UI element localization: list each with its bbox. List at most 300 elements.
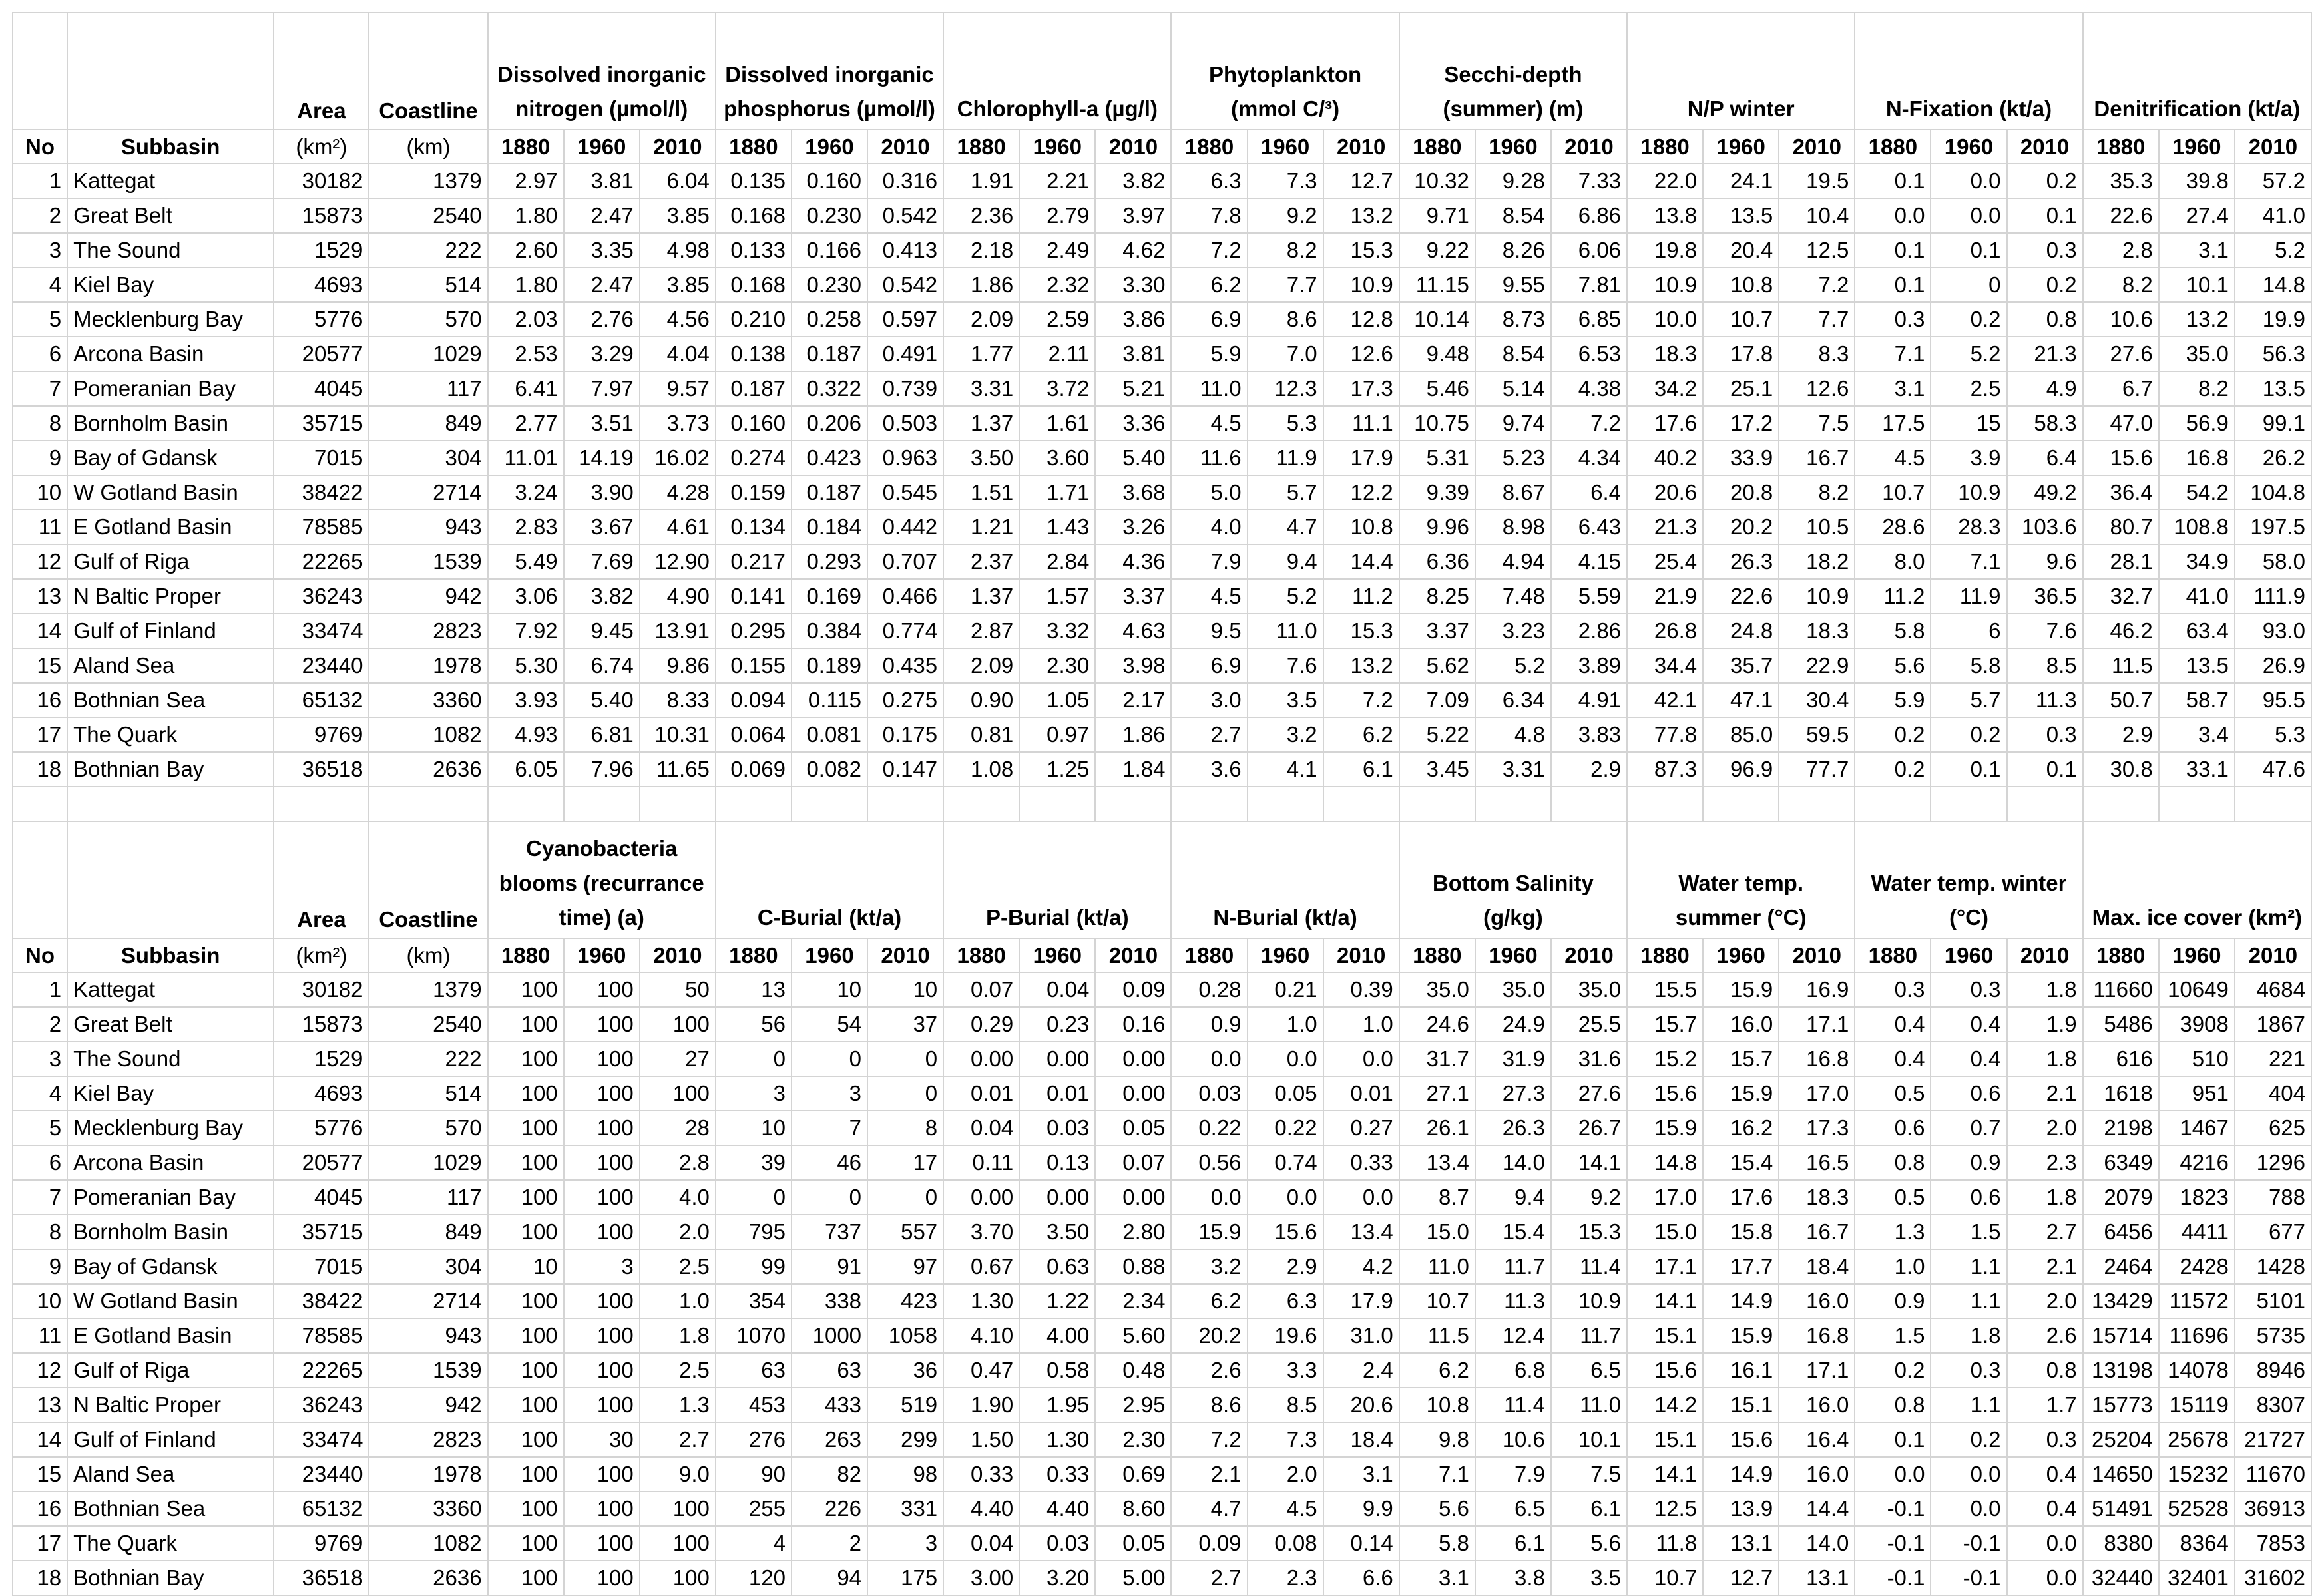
data-cell: 3.60 — [1019, 441, 1095, 475]
row-number: 16 — [13, 1492, 67, 1526]
column-header: 1960 — [1703, 938, 1779, 972]
column-group-header: Dissolved inorganic phosphorus (µmol/l) — [716, 13, 943, 130]
data-cell: 12.3 — [1248, 371, 1323, 406]
data-cell: 8.73 — [1475, 302, 1551, 337]
data-cell: 4.5 — [1248, 1492, 1323, 1526]
data-cell: 0.1 — [1855, 164, 1931, 198]
data-cell: 15.1 — [1627, 1318, 1703, 1353]
data-cell: 3.24 — [488, 475, 564, 510]
data-cell: 2079 — [2083, 1180, 2159, 1215]
data-cell: 11572 — [2159, 1284, 2235, 1318]
data-cell: 4.61 — [640, 510, 716, 544]
data-cell: 16.8 — [1779, 1318, 1855, 1353]
data-cell: 1.90 — [943, 1388, 1019, 1422]
data-cell: 2.9 — [1551, 752, 1627, 787]
data-cell: 519 — [867, 1388, 943, 1422]
data-cell: 0.159 — [716, 475, 792, 510]
data-cell: 16.4 — [1779, 1422, 1855, 1457]
subbasin-name: Mecklenburg Bay — [67, 302, 274, 337]
data-cell: 1.84 — [1095, 752, 1171, 787]
data-cell: 0.8 — [1855, 1145, 1931, 1180]
data-cell: 0.39 — [1323, 972, 1399, 1007]
data-cell: 2.0 — [1248, 1457, 1323, 1492]
data-cell: 15.1 — [1627, 1422, 1703, 1457]
data-cell: 1.86 — [1095, 717, 1171, 752]
data-cell: 9.8 — [1399, 1422, 1475, 1457]
data-cell: 36 — [867, 1353, 943, 1388]
data-cell: 0.88 — [1095, 1249, 1171, 1284]
data-cell: 2464 — [2083, 1249, 2159, 1284]
subbasin-name: Kattegat — [67, 972, 274, 1007]
column-header: 2010 — [867, 938, 943, 972]
data-cell: 2540 — [369, 1007, 487, 1042]
column-group-header: Water temp. summer (°C) — [1627, 821, 1855, 938]
data-cell: 2.79 — [1019, 198, 1095, 233]
data-cell: 4693 — [274, 1076, 369, 1111]
column-header: (km²) — [274, 938, 369, 972]
data-cell: 3.82 — [1095, 164, 1171, 198]
data-cell: 221 — [2235, 1042, 2311, 1076]
data-cell: 4 — [716, 1526, 792, 1561]
data-cell: 0.90 — [943, 683, 1019, 717]
data-cell: 8364 — [2159, 1526, 2235, 1561]
data-cell: 3.72 — [1019, 371, 1095, 406]
data-cell: 19.9 — [2235, 302, 2311, 337]
data-cell: 6456 — [2083, 1215, 2159, 1249]
data-cell: 3.5 — [1551, 1561, 1627, 1595]
data-cell: 0.258 — [792, 302, 867, 337]
data-cell: 10 — [792, 972, 867, 1007]
data-cell: 942 — [369, 579, 487, 614]
data-cell: 3.83 — [1551, 717, 1627, 752]
data-cell: 0.3 — [1931, 972, 2006, 1007]
data-cell: 87.3 — [1627, 752, 1703, 787]
column-group-header: Area — [274, 13, 369, 130]
data-cell: 80.7 — [2083, 510, 2159, 544]
data-cell: 13.5 — [2159, 648, 2235, 683]
data-cell: 1.0 — [1855, 1249, 1931, 1284]
data-cell: -0.1 — [1931, 1526, 2006, 1561]
data-cell: 8.2 — [1779, 475, 1855, 510]
data-cell: 9.5 — [1171, 614, 1247, 648]
column-group-header: Bottom Salinity (g/kg) — [1399, 821, 1627, 938]
data-cell: 1.91 — [943, 164, 1019, 198]
data-cell: 2.8 — [2083, 233, 2159, 268]
data-cell: 7853 — [2235, 1526, 2311, 1561]
data-cell: 3360 — [369, 1492, 487, 1526]
data-cell: 6.74 — [564, 648, 640, 683]
data-cell: 1.5 — [1931, 1215, 2006, 1249]
data-cell: 4.7 — [1248, 510, 1323, 544]
data-cell: 7.33 — [1551, 164, 1627, 198]
data-cell: 304 — [369, 1249, 487, 1284]
data-cell: 10.7 — [1399, 1284, 1475, 1318]
data-cell: 100 — [488, 1111, 564, 1145]
data-cell: 16.8 — [2159, 441, 2235, 475]
data-cell: 0.707 — [867, 544, 943, 579]
data-cell: 17.6 — [1627, 406, 1703, 441]
subbasin-name: Great Belt — [67, 1007, 274, 1042]
data-cell: 2 — [792, 1526, 867, 1561]
table-row — [13, 1007, 2311, 1042]
data-cell: 56.3 — [2235, 337, 2311, 371]
data-cell: 14.0 — [1779, 1526, 1855, 1561]
data-cell: 737 — [792, 1215, 867, 1249]
data-cell: 8 — [867, 1111, 943, 1145]
data-cell: 36.4 — [2083, 475, 2159, 510]
data-cell: 15.7 — [1703, 1042, 1779, 1076]
data-cell: 4.36 — [1095, 544, 1171, 579]
table-row — [13, 510, 2311, 544]
table-row — [13, 1353, 2311, 1388]
data-cell: 111.9 — [2235, 579, 2311, 614]
column-header: 1960 — [1475, 130, 1551, 164]
data-cell: 625 — [2235, 1111, 2311, 1145]
data-cell: 38422 — [274, 1284, 369, 1318]
data-cell: 0.28 — [1171, 972, 1247, 1007]
data-cell: 6.3 — [1171, 164, 1247, 198]
data-cell: 4.34 — [1551, 441, 1627, 475]
row-number: 17 — [13, 717, 67, 752]
table-row — [13, 1111, 2311, 1145]
data-cell: 1539 — [369, 544, 487, 579]
data-cell: 15.3 — [1323, 233, 1399, 268]
data-cell: 0.0 — [1931, 1457, 2006, 1492]
data-cell: 8.2 — [2159, 371, 2235, 406]
column-group-header: Phytoplankton (mmol C/³) — [1171, 13, 1399, 130]
data-cell: 8.5 — [1248, 1388, 1323, 1422]
row-number: 14 — [13, 614, 67, 648]
data-cell: 10.32 — [1399, 164, 1475, 198]
data-cell: 0.48 — [1095, 1353, 1171, 1388]
data-cell: 15.5 — [1627, 972, 1703, 1007]
data-cell: 117 — [369, 371, 487, 406]
data-cell: 30182 — [274, 972, 369, 1007]
data-cell: 34.9 — [2159, 544, 2235, 579]
data-cell: 100 — [488, 1353, 564, 1388]
data-cell: 0.01 — [1323, 1076, 1399, 1111]
data-cell: 10.7 — [1855, 475, 1931, 510]
data-cell: 11.4 — [1551, 1249, 1627, 1284]
data-cell: 2.7 — [1171, 1561, 1247, 1595]
data-cell: 304 — [369, 441, 487, 475]
data-cell: 65132 — [274, 1492, 369, 1526]
data-cell: 9.6 — [2007, 544, 2083, 579]
data-cell: 24.6 — [1399, 1007, 1475, 1042]
data-cell: 514 — [369, 268, 487, 302]
data-cell: 7.2 — [1171, 233, 1247, 268]
subbasin-name: Gulf of Finland — [67, 1422, 274, 1457]
subbasin-name: Aland Sea — [67, 1457, 274, 1492]
data-cell: 14.9 — [1703, 1284, 1779, 1318]
data-cell: 100 — [488, 1318, 564, 1353]
data-cell: 6.2 — [1171, 1284, 1247, 1318]
data-cell: 1.7 — [2007, 1388, 2083, 1422]
column-header: 1960 — [792, 938, 867, 972]
data-cell: 4693 — [274, 268, 369, 302]
data-cell: 3.90 — [564, 475, 640, 510]
data-cell: 22.9 — [1779, 648, 1855, 683]
data-cell: 1.8 — [2007, 1042, 2083, 1076]
table-row — [13, 544, 2311, 579]
column-header: 1960 — [564, 938, 640, 972]
data-cell: 17.5 — [1855, 406, 1931, 441]
data-cell: 4.8 — [1475, 717, 1551, 752]
row-number: 7 — [13, 1180, 67, 1215]
data-cell: 7.9 — [1171, 544, 1247, 579]
data-cell: 3.23 — [1475, 614, 1551, 648]
data-cell: 25678 — [2159, 1422, 2235, 1457]
data-cell: 9.45 — [564, 614, 640, 648]
data-cell: 9.74 — [1475, 406, 1551, 441]
column-header: 1880 — [1171, 130, 1247, 164]
data-cell: 0.4 — [2007, 1457, 2083, 1492]
data-cell: 0.206 — [792, 406, 867, 441]
data-cell: 11.5 — [2083, 648, 2159, 683]
row-number: 7 — [13, 371, 67, 406]
data-cell: 2.37 — [943, 544, 1019, 579]
data-cell: 2.95 — [1095, 1388, 1171, 1422]
row-number: 15 — [13, 1457, 67, 1492]
data-cell: 3.37 — [1095, 579, 1171, 614]
data-cell: 100 — [564, 1180, 640, 1215]
data-cell: 1.30 — [1019, 1422, 1095, 1457]
data-cell: 21.9 — [1627, 579, 1703, 614]
data-cell: 14650 — [2083, 1457, 2159, 1492]
table-row — [13, 337, 2311, 371]
data-cell: 1.37 — [943, 579, 1019, 614]
data-cell: 30182 — [274, 164, 369, 198]
data-cell: 1082 — [369, 717, 487, 752]
data-cell: 1.21 — [943, 510, 1019, 544]
data-cell: 100 — [488, 1284, 564, 1318]
data-cell: 17.0 — [1627, 1180, 1703, 1215]
data-cell: 3 — [867, 1526, 943, 1561]
data-cell: 35.0 — [2159, 337, 2235, 371]
data-cell: 7.5 — [1779, 406, 1855, 441]
data-cell: 11.0 — [1399, 1249, 1475, 1284]
data-cell: 0.082 — [792, 752, 867, 787]
data-cell: 10.8 — [1399, 1388, 1475, 1422]
data-cell: 2636 — [369, 1561, 487, 1595]
data-cell: 7.3 — [1248, 164, 1323, 198]
data-cell: 13.5 — [1703, 198, 1779, 233]
data-cell: 17.9 — [1323, 441, 1399, 475]
data-cell: 0.2 — [1931, 1422, 2006, 1457]
data-cell: 15.0 — [1627, 1215, 1703, 1249]
data-cell: 0.22 — [1171, 1111, 1247, 1145]
data-cell: 8307 — [2235, 1388, 2311, 1422]
data-cell: 8.2 — [2083, 268, 2159, 302]
data-cell: 120 — [716, 1561, 792, 1595]
data-cell: 15.6 — [1627, 1076, 1703, 1111]
data-cell: 20.8 — [1703, 475, 1779, 510]
data-cell: 0.00 — [1095, 1076, 1171, 1111]
data-cell: 0.184 — [792, 510, 867, 544]
data-cell: 47.6 — [2235, 752, 2311, 787]
column-header: 2010 — [2007, 938, 2083, 972]
data-cell: 16.7 — [1779, 441, 1855, 475]
data-cell: 2.09 — [943, 302, 1019, 337]
data-cell: 100 — [564, 1007, 640, 1042]
data-cell: 11.7 — [1551, 1318, 1627, 1353]
data-cell: 5.6 — [1855, 648, 1931, 683]
data-cell: 6.34 — [1475, 683, 1551, 717]
data-cell: 943 — [369, 510, 487, 544]
data-cell: 18.3 — [1779, 614, 1855, 648]
data-cell: 4.40 — [1019, 1492, 1095, 1526]
data-cell: 15.6 — [2083, 441, 2159, 475]
data-cell: 0.384 — [792, 614, 867, 648]
data-cell: 20.2 — [1171, 1318, 1247, 1353]
data-cell: 2.4 — [1323, 1353, 1399, 1388]
data-cell: 2.80 — [1095, 1215, 1171, 1249]
data-cell: 9.28 — [1475, 164, 1551, 198]
data-cell: 7.2 — [1779, 268, 1855, 302]
data-cell: 2.17 — [1095, 683, 1171, 717]
data-cell: 13429 — [2083, 1284, 2159, 1318]
data-cell: 1.1 — [1931, 1388, 2006, 1422]
column-header: 1880 — [1855, 938, 1931, 972]
data-cell: 1.3 — [1855, 1215, 1931, 1249]
data-cell: 10.7 — [1627, 1561, 1703, 1595]
data-cell: 0.189 — [792, 648, 867, 683]
data-cell: 0.00 — [1019, 1180, 1095, 1215]
table-row — [13, 1249, 2311, 1284]
column-header: (km) — [369, 130, 487, 164]
data-cell: 7 — [792, 1111, 867, 1145]
data-cell: 11.9 — [1931, 579, 2006, 614]
data-cell: 0.00 — [943, 1180, 1019, 1215]
row-number: 16 — [13, 683, 67, 717]
data-cell: 18.3 — [1627, 337, 1703, 371]
data-cell: 1379 — [369, 164, 487, 198]
column-header: 2010 — [1779, 130, 1855, 164]
data-cell: 0.064 — [716, 717, 792, 752]
data-cell: 0.094 — [716, 683, 792, 717]
data-cell: 10 — [488, 1249, 564, 1284]
data-cell: 0.166 — [792, 233, 867, 268]
data-cell: 0.6 — [1931, 1076, 2006, 1111]
data-cell: 8.5 — [2007, 648, 2083, 683]
data-cell: 100 — [488, 1145, 564, 1180]
data-cell: 0.04 — [1019, 972, 1095, 1007]
column-header: 1880 — [2083, 938, 2159, 972]
data-cell: 16.0 — [1703, 1007, 1779, 1042]
data-cell: 20577 — [274, 337, 369, 371]
data-cell: 4.1 — [1248, 752, 1323, 787]
data-cell: 7.92 — [488, 614, 564, 648]
data-cell: 7.48 — [1475, 579, 1551, 614]
data-cell: 0.01 — [943, 1076, 1019, 1111]
data-cell: 35.0 — [1399, 972, 1475, 1007]
data-cell: 13.8 — [1627, 198, 1703, 233]
data-cell: 63 — [716, 1353, 792, 1388]
data-cell: 18.3 — [1779, 1180, 1855, 1215]
data-table — [12, 12, 2312, 1596]
data-cell: 4.63 — [1095, 614, 1171, 648]
data-cell: 5.9 — [1171, 337, 1247, 371]
column-header: 1960 — [1475, 938, 1551, 972]
data-cell: 26.9 — [2235, 648, 2311, 683]
data-cell: 5.8 — [1855, 614, 1931, 648]
data-cell: 103.6 — [2007, 510, 2083, 544]
data-cell: 1.80 — [488, 268, 564, 302]
data-cell: 2714 — [369, 475, 487, 510]
data-cell: 11.2 — [1855, 579, 1931, 614]
data-cell: 1978 — [369, 1457, 487, 1492]
data-cell: 3.1 — [1855, 371, 1931, 406]
data-cell: 0.1 — [2007, 752, 2083, 787]
data-cell: 3.97 — [1095, 198, 1171, 233]
data-cell: 27 — [640, 1042, 716, 1076]
data-cell: 5.2 — [1931, 337, 2006, 371]
data-cell: 0 — [867, 1180, 943, 1215]
data-cell: -0.1 — [1855, 1561, 1931, 1595]
data-cell: 0.135 — [716, 164, 792, 198]
data-cell: 32401 — [2159, 1561, 2235, 1595]
data-cell: 91 — [792, 1249, 867, 1284]
data-cell: 8.98 — [1475, 510, 1551, 544]
data-cell: 9.22 — [1399, 233, 1475, 268]
column-header: 1880 — [1399, 130, 1475, 164]
data-cell: 17 — [867, 1145, 943, 1180]
data-cell: 3.98 — [1095, 648, 1171, 683]
data-cell: 0.275 — [867, 683, 943, 717]
row-number: 12 — [13, 1353, 67, 1388]
row-number: 10 — [13, 475, 67, 510]
column-header: 1960 — [1703, 130, 1779, 164]
data-cell: 1539 — [369, 1353, 487, 1388]
data-cell: 77.8 — [1627, 717, 1703, 752]
data-cell: 5.2 — [2235, 233, 2311, 268]
data-cell: 1.95 — [1019, 1388, 1095, 1422]
data-cell: 0.09 — [1171, 1526, 1247, 1561]
data-cell: 942 — [369, 1388, 487, 1422]
data-cell: 0.160 — [716, 406, 792, 441]
data-cell: 12.4 — [1475, 1318, 1551, 1353]
data-cell: 63 — [792, 1353, 867, 1388]
data-cell: 36518 — [274, 752, 369, 787]
data-cell: 6.1 — [1551, 1492, 1627, 1526]
data-cell: 7.7 — [1248, 268, 1323, 302]
data-cell: 98 — [867, 1457, 943, 1492]
data-cell: 24.1 — [1703, 164, 1779, 198]
data-cell: 12.6 — [1779, 371, 1855, 406]
data-cell: 0 — [1931, 268, 2006, 302]
data-cell: 14.0 — [1475, 1145, 1551, 1180]
data-cell: 2.18 — [943, 233, 1019, 268]
data-cell: 5.14 — [1475, 371, 1551, 406]
column-group-header: Coastline — [369, 821, 487, 938]
data-cell: 0.81 — [943, 717, 1019, 752]
data-cell: 10.9 — [1551, 1284, 1627, 1318]
data-cell: 31.9 — [1475, 1042, 1551, 1076]
data-cell: 0.274 — [716, 441, 792, 475]
column-header: 1960 — [2159, 130, 2235, 164]
data-cell: 4.0 — [1171, 510, 1247, 544]
data-cell: 0.4 — [1931, 1042, 2006, 1076]
column-header: 1880 — [488, 130, 564, 164]
data-cell: 11.8 — [1627, 1526, 1703, 1561]
data-cell: 1.30 — [943, 1284, 1019, 1318]
row-number: 3 — [13, 233, 67, 268]
data-cell: 0.2 — [2007, 164, 2083, 198]
data-cell: 15.1 — [1703, 1388, 1779, 1422]
data-cell: 35.3 — [2083, 164, 2159, 198]
data-cell: 100 — [488, 1180, 564, 1215]
row-number: 1 — [13, 164, 67, 198]
